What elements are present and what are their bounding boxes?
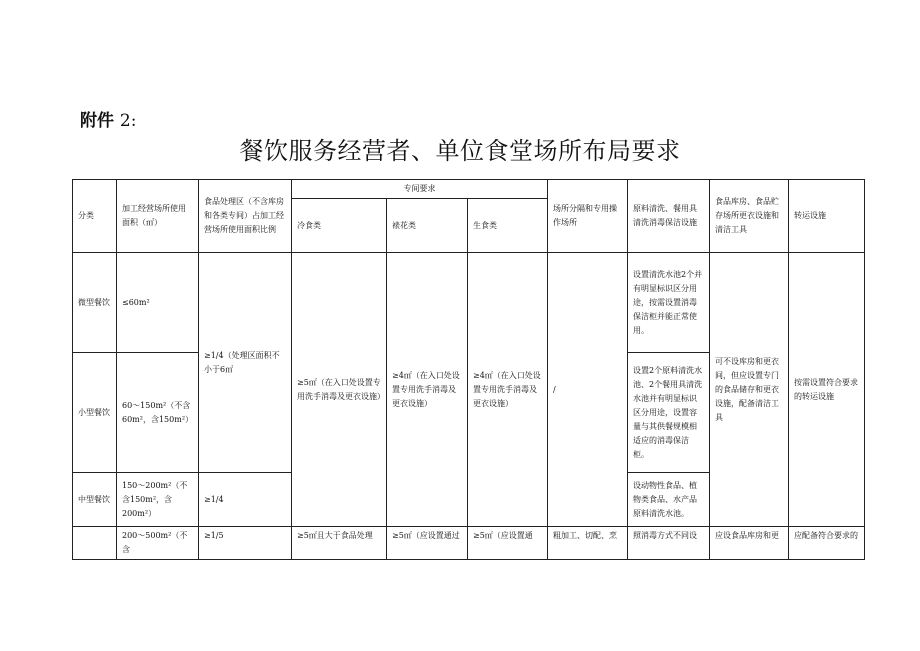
cell-micro-area: ≤60m² <box>117 253 199 353</box>
cell-large-raw-food: ≥5㎡（应设置通 <box>468 527 548 560</box>
attachment-word: 附件 <box>80 111 114 131</box>
cell-large-storage: 应设食品库房和更 <box>710 527 789 560</box>
cell-medium-category: 中型餐饮 <box>73 473 117 527</box>
header-category: 分类 <box>73 180 117 253</box>
cell-medium-ratio: ≥1/4 <box>199 473 292 527</box>
cell-large-cold-food: ≥5㎡且大于食品处理 <box>292 527 387 560</box>
header-cold-food: 冷食类 <box>292 199 387 253</box>
cell-storage: 可不设库房和更衣间，但应设置专门的食品储存和更衣设施，配备清洁工具 <box>710 253 789 527</box>
header-cleaning: 原料清洗、餐用具清洗消毒保洁设施 <box>628 180 710 253</box>
header-area: 加工经营场所使用面积（㎡） <box>117 180 199 253</box>
cell-medium-cleaning: 设动物性食品、植物类食品、水产品原料清洗水池。 <box>628 473 710 527</box>
layout-requirements-table <box>72 179 865 560</box>
header-row-1 <box>73 180 865 199</box>
header-separation: 场所分隔和专用操作场所 <box>548 180 628 253</box>
cell-large-category <box>73 527 117 560</box>
cell-small-cleaning: 设置2个原料清洗水池、2个餐用具清洗水池并有明显标识区分用途，设置容量与其供餐规模相适应的消毒保洁柜。 <box>628 353 710 473</box>
header-pastry: 裱花类 <box>387 199 468 253</box>
cell-medium-area: 150～200m²（不含150m²，含200m²） <box>117 473 199 527</box>
cell-small-area: 60～150m²（不含60m²，含150m²） <box>117 353 199 473</box>
cell-large-ratio: ≥1/5 <box>199 527 292 560</box>
cell-transport: 按需设置符合要求的转运设施 <box>789 253 865 527</box>
document-title: 餐饮服务经营者、单位食堂场所布局要求 <box>239 137 681 165</box>
cell-raw-food: ≥4㎡（在入口处设置专用洗手消毒及更衣设施） <box>468 253 548 527</box>
cell-large-separation: 粗加工、切配、烹 <box>548 527 628 560</box>
cell-separation: / <box>548 253 628 527</box>
cell-cold-food: ≥5㎡（在入口处设置专用洗手消毒及更衣设施） <box>292 253 387 527</box>
cell-large-pastry: ≥5㎡（应设置通过 <box>387 527 468 560</box>
row-large-partial <box>73 527 865 560</box>
row-micro <box>73 253 865 353</box>
cell-pastry: ≥4㎡（在入口处设置专用洗手消毒及更衣设施） <box>387 253 468 527</box>
cell-large-transport: 应配备符合要求的 <box>789 527 865 560</box>
header-transport: 转运设施 <box>789 180 865 253</box>
cell-micro-cleaning: 设置清洗水池2个并有明显标识区分用途，按需设置消毒保洁柜并能正常使用。 <box>628 253 710 353</box>
header-storage: 食品库房、食品贮存场所更衣设施和清洁工具 <box>710 180 789 253</box>
header-raw-food: 生食类 <box>468 199 548 253</box>
cell-ratio-micro-small: ≥1/4（处理区面积不小于6㎡ <box>199 253 292 473</box>
cell-large-cleaning: 照消毒方式不同设 <box>628 527 710 560</box>
cell-micro-category: 微型餐饮 <box>73 253 117 353</box>
attachment-label <box>80 106 136 131</box>
header-ratio: 食品处理区（不含库房和各类专间）占加工经营场所使用面积比例 <box>199 180 292 253</box>
attachment-number: 2: <box>119 111 137 131</box>
header-special-rooms: 专间要求 <box>292 180 548 199</box>
cell-small-category: 小型餐饮 <box>73 353 117 473</box>
cell-large-area: 200～500m²（不含 <box>117 527 199 560</box>
